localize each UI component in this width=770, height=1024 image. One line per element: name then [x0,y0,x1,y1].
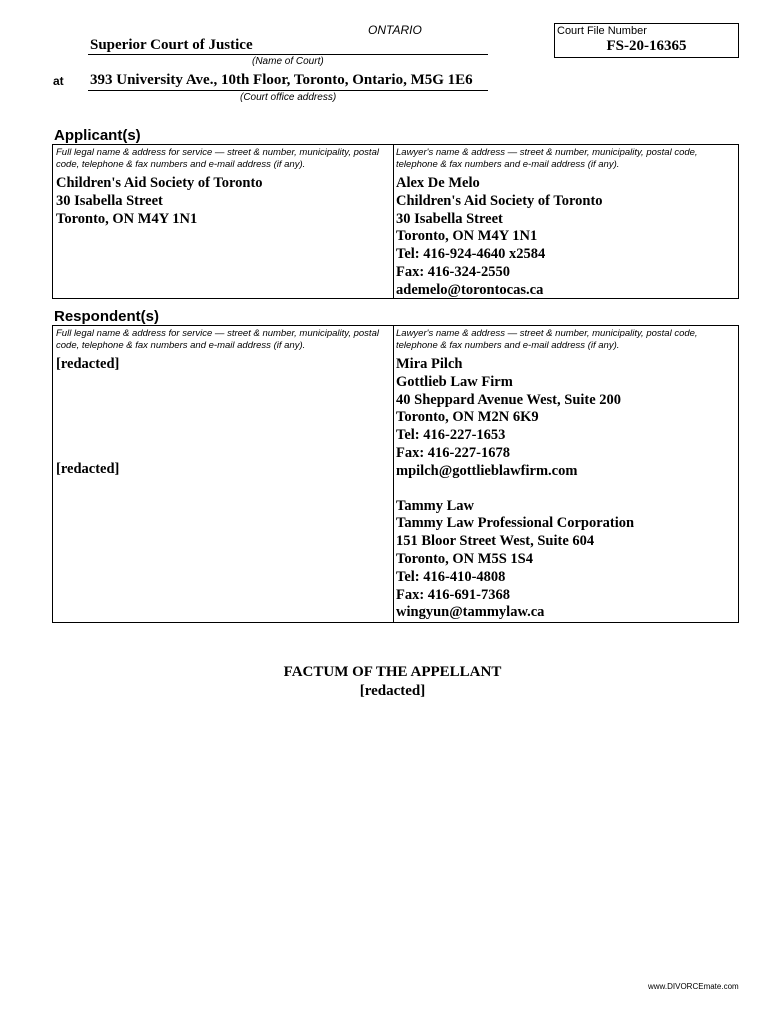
respondent-lawyer-1-line: 40 Sheppard Avenue West, Suite 200 [396,391,622,408]
applicant-lawyer-line: Alex De Melo [396,175,480,191]
applicant-party-cell [56,145,390,298]
applicant-party-line: Toronto, ON M4Y 1N1 [56,210,198,227]
applicant-lawyer-cell [396,145,736,298]
respondent-lawyer-cell [396,326,736,622]
respondent-party-2: [redacted] [56,461,120,477]
applicant-party-line: Children's Aid Society of Toronto [56,175,263,191]
document-subtitle: [redacted] [359,683,426,699]
divorcemate-watermark: www.DIVORCEmate.com [648,982,739,991]
respondent-party-hint: Full legal name & address for service — street & number, municipality, postal code, telephone & fax numbers and e-mail address (if any). [56,328,379,351]
applicant-lawyer-line: Fax: 416-324-2550 [396,263,510,280]
court-name-underline [88,54,488,55]
column-divider [393,326,394,622]
respondent-lawyer-2-line: Fax: 416-691-7368 [396,586,510,603]
respondent-lawyer-2-entry [396,498,736,623]
respondent-lawyer-2-line: Tammy Law [396,497,475,514]
respondent-table [52,325,739,623]
court-file-number: FS-20-16365 [606,38,687,54]
respondent-lawyer-1-line: mpilch@gottlieblawfirm.com [396,462,578,479]
respondents-heading: Respondent(s) [54,308,159,325]
applicant-lawyer-line: Children's Aid Society of Toronto [396,192,603,209]
respondent-lawyer-1-line: Toronto, ON M2N 6K9 [396,409,539,426]
jurisdiction-label: ONTARIO [368,23,422,37]
respondent-lawyer-2-line: Tel: 416-410-4808 [396,568,506,585]
respondent-lawyer-2-line: Tammy Law Professional Corporation [396,515,635,532]
applicant-party-line: 30 Isabella Street [56,192,163,209]
applicant-lawyer-line: ademelo@torontocas.ca [396,281,544,298]
court-address: 393 University Ave., 10th Floor, Toronto, Ontario, M5G 1E6 [90,72,473,88]
respondent-party-1: [redacted] [56,356,120,372]
court-address-caption: (Court office address) [240,92,337,103]
court-name-caption: (Name of Court) [252,56,324,67]
respondent-lawyer-2-line: wingyun@tammylaw.ca [396,604,545,621]
applicant-lawyer-entry [396,175,736,300]
court-name: Superior Court of Justice [90,37,253,53]
applicant-lawyer-line: 30 Isabella Street [396,210,503,227]
applicant-party-hint: Full legal name & address for service — street & number, municipality, postal code, telephone & fax numbers and e-mail address (if any). [56,147,379,170]
respondent-lawyer-1-line: Fax: 416-227-1678 [396,444,510,461]
applicant-lawyer-line: Toronto, ON M4Y 1N1 [396,228,538,245]
applicant-table [52,144,739,299]
respondent-party-cell [56,326,390,622]
applicants-heading: Applicant(s) [54,127,141,144]
court-address-underline [88,90,488,91]
respondent-lawyer-hint: Lawyer's name & address — street & number, municipality, postal code, telephone & fax numbers and e-mail address (if any). [396,328,698,351]
court-file-number-box [554,23,739,58]
respondent-lawyer-1-line: Mira Pilch [396,356,463,372]
respondent-lawyer-2-line: 151 Bloor Street West, Suite 604 [396,533,595,550]
respondent-lawyer-2-line: Toronto, ON M5S 1S4 [396,550,533,567]
applicant-lawyer-hint: Lawyer's name & address — street & number, municipality, postal code, telephone & fax numbers and e-mail address (if any). [396,147,698,170]
applicant-lawyer-line: Tel: 416-924-4640 x2584 [396,246,546,263]
column-divider [393,145,394,298]
respondent-lawyer-1-entry [396,356,736,481]
court-file-number-label: Court File Number [557,25,647,37]
applicant-party-entry [56,175,390,228]
document-title: FACTUM OF THE APPELLANT [283,664,502,680]
respondent-lawyer-1-line: Tel: 416-227-1653 [396,427,506,444]
at-label: at [53,74,64,88]
respondent-lawyer-1-line: Gottlieb Law Firm [396,373,513,390]
